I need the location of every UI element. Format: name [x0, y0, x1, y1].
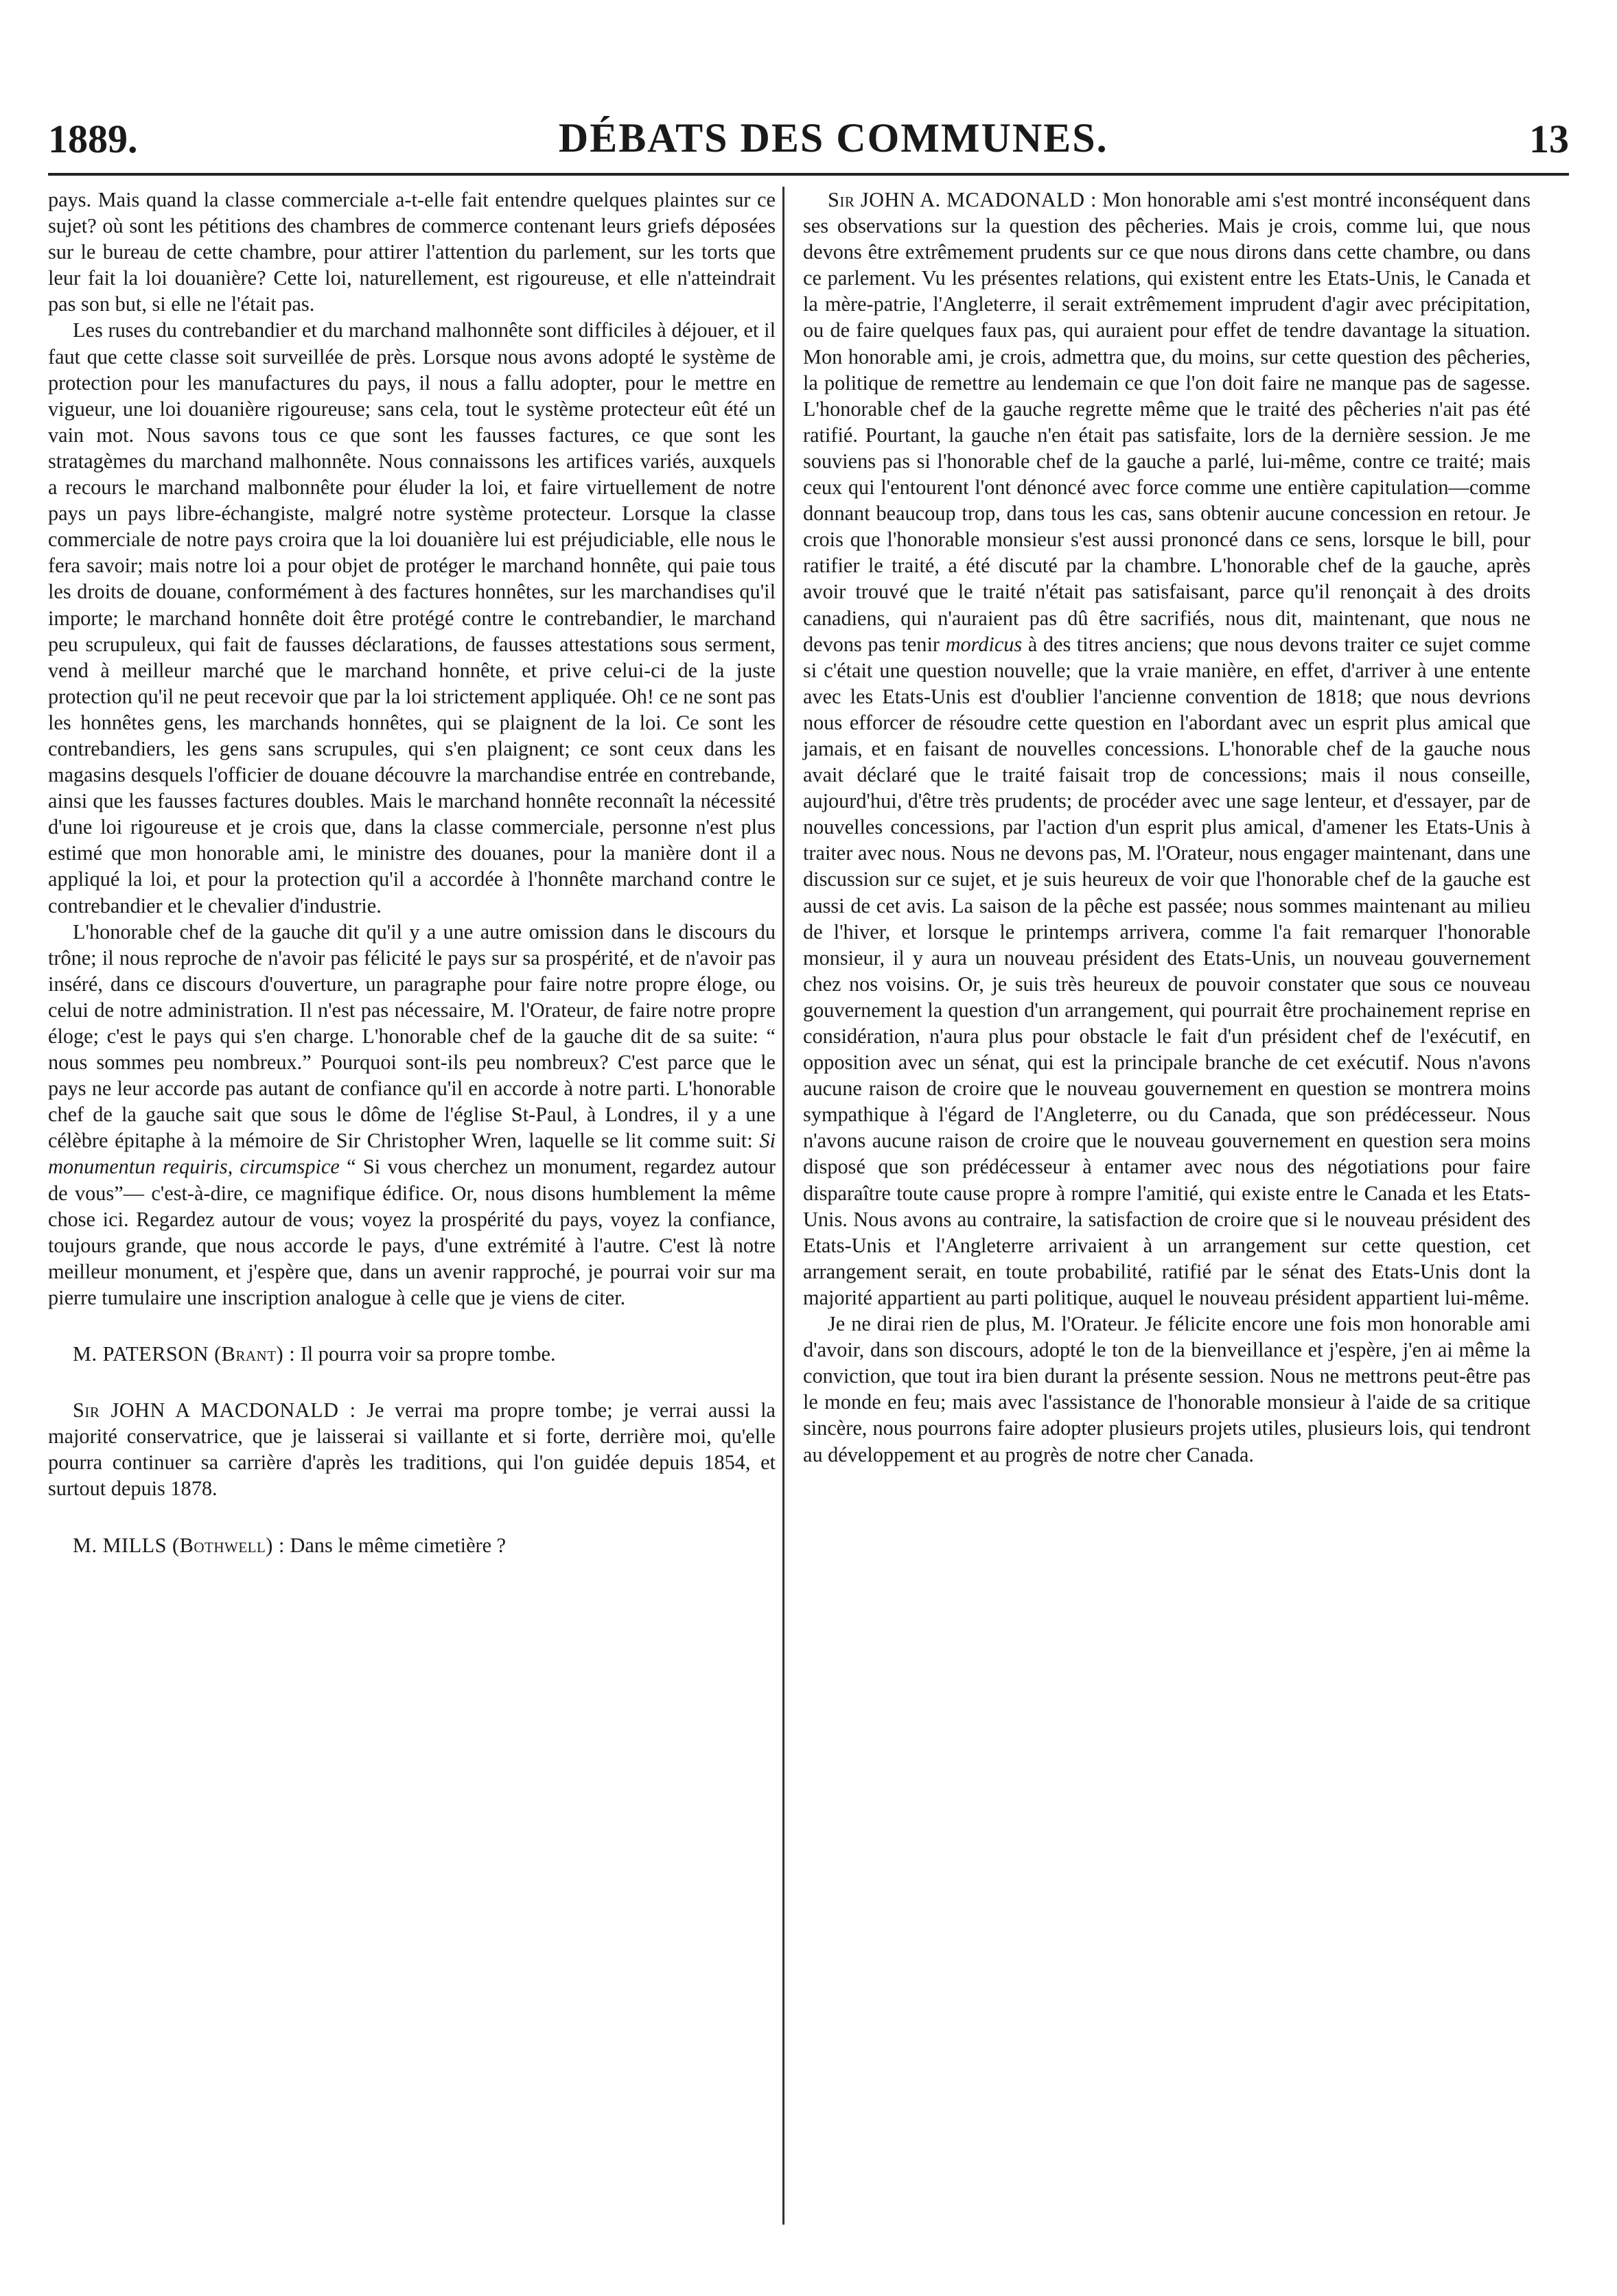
speech-paterson [48, 1341, 776, 1367]
column-divider [782, 187, 784, 2225]
speaker-name: M. MILLS (Bothwell) : [73, 1533, 285, 1557]
paragraph-text: L'honorable chef de la gauche dit qu'il y a une autre omission dans le discours du trône; il nous reproche de n'avoir pas félicité le pays sur sa prospérité, et de n'avoir pas inséré, dans ce discours d'ouverture, un paragraphe pour faire notre propre éloge, ou celui de notre administration. Il n'est pas nécessaire, M. l'Orateur, de faire notre propre éloge; c'est le pays qui s'en charge. L'honorable chef de la gauche dit de sa suite: “ nous sommes peu nombreux.” Pourquoi sont-ils peu nombreux? C'est parce que le pays ne leur accorde pas autant de confiance qu'il en accorde à notre parti. L'honorable chef de la gauche sait que sous le dôme de l'église St-Paul, à Londres, il y a une célèbre épitaphe à la mémoire de Sir Christopher Wren, laquelle se lit comme suit: [48, 919, 776, 1153]
speech-text: Mon honorable ami s'est montré inconséquent dans ses observations sur la question des pêcheries. Mais je crois, comme lui, que nous devons être extrêmement prudents sur ce que nous dirons dans cette chambre, ou dans ce parlement. Vu les présentes relations, qui existent entre les Etats-Unis, le Canada et la mère-patrie, l'Angleterre, il serait extrêmement imprudent d'agir avec précipitation, ou de faire quelques faux pas, qui auraient pour effet de tendre davantage la situation. Mon honorable ami, je crois, admettra que, du moins, sur cette question des pêcheries, la politique de remettre au lendemain ce que l'on doit faire ne manque pas de sagesse. L'honorable chef de la gauche regrette même que le traité des pêcheries n'ait pas été ratifié. Pourtant, la gauche n'en était pas satisfaite, lors de la dernière session. Je me souviens pas si l'honorable chef de la gauche a parlé, lui-même, contre ce traité; mais ceux qui l'entourent l'ont dénoncé avec force comme une entière capitulation—comme donnant beaucoup trop, dans tous les cas, sans obtenir aucune concession en retour. Je crois que l'honorable monsieur s'est aussi prononcé dans ce sens, lorsque le bill, pour ratifier le traité, a été discuté par la chambre. L'honorable chef de la gauche, après avoir trouvé que le traité n'était pas satisfaisant, parce qu'il renonçait à des droits canadiens, qui n'auraient pas dû être sacrifiés, nous dit, maintenant, que nous ne devons pas tenir [803, 188, 1531, 656]
speech-text: Il pourra voir sa propre tombe. [300, 1342, 556, 1366]
speaker-name: Sir JOHN A. MCADONALD : [828, 188, 1097, 211]
speaker-name: Sir JOHN A MACDONALD : [73, 1398, 356, 1422]
speech-mills [48, 1532, 776, 1558]
header-rule [48, 173, 1569, 176]
speaker-name: M. PATERSON (Brant) : [73, 1342, 296, 1366]
speech-macdonald [803, 187, 1531, 1311]
paragraph: Je ne dirai rien de plus, M. l'Orateur. Je félicite encore une fois mon honorable ami d'avoir, dans son discours, adopté le ton de la bienveillance et j'espère, j'en ai même la conviction, que tout ira bien durant la présente session. Nous ne mettrons peut-être pas le monde en feu; mais avec l'assistance de l'honorable monsieur à l'aide de sa critique sincère, nous pourrons faire adopter plusieurs projets utiles, plusieurs lois, qui tendront au développement et au progrès de notre cher Canada. [803, 1312, 1531, 1466]
header-title: DÉBATS DES COMMUNES. [558, 115, 1108, 161]
latin-quote: Si monumentun requiris, circumspice [48, 1129, 776, 1179]
right-column [803, 187, 1531, 1468]
paragraph: pays. Mais quand la classe commerciale a-t-elle fait entendre quelques plaintes sur ce sujet? où sont les pétitions des chambres de commerce contenant leurs griefs déposées sur le bureau de cette chambre, pour attirer l'attention du parlement, sur les torts que leur fait la loi douanière? Cette loi, naturellement, est rigoureuse, et elle n'atteindrait pas son but, si elle ne l'était pas. [48, 188, 776, 316]
speech-macdonald-reply [48, 1397, 776, 1501]
paragraph [48, 919, 776, 1311]
left-column [48, 187, 776, 1558]
speech-text: Je verrai ma propre tombe; je verrai aussi la majorité conservatrice, que je laisserai si vaillante et si forte, derrière moi, qu'elle pourra continuer sa carrière d'après les traditions, qui l'on guidée depuis 1854, et surtout depuis 1878. [48, 1398, 776, 1501]
speech-text: à des titres anciens; que nous devons traiter ce sujet comme si c'était une question nouvelle; que la vraie manière, en effet, d'arriver à une entente avec les Etats-Unis est d'oublier l'ancienne convention de 1818; que nous devrions nous efforcer de résoudre cette question en l'abordant avec un esprit plus amical que jamais, et en faisant de nouvelles concessions. L'honorable chef de la gauche nous avait déclaré que le traité faisait trop de concessions; mais il nous conseille, aujourd'hui, d'être très prudents; de procéder avec une sage lenteur, et d'essayer, par de nouvelles concessions, par l'action d'un esprit plus amical, d'amener les Etats-Unis à traiter avec nous. Nous ne devons pas, M. l'Orateur, nous engager maintenant, dans une discussion sur ce sujet, et je suis heureux de voir que l'honorable chef de la gauche est aussi de cet avis. La saison de la pêche est passée; nous sommes maintenant au milieu de l'hiver, et lorsque le printemps arrivera, comme l'a fait remarquer l'honorable monsieur, il y aura un nouveau président des Etats-Unis, un nouveau gouvernement chez nos voisins. Or, je suis très heureux de pouvoir constater que sous ce nouveau gouvernement la question d'un arrangement, qui pourrait être prochainement reprise en considération, n'aura plus pour obstacle le fait d'un président chef de l'exécutif, en opposition avec un sénat, qui est la principale branche de cet exécutif. Nous n'avons aucune raison de croire que le nouveau gouvernement en question se montrera moins sympathique à l'égard de l'Angleterre, ou du Canada, que son prédécesseur. Nous n'avons aucune raison de croire que le nouveau gouvernement en question sera moins disposé que son prédécesseur à entamer avec nous des négotiations pour faire disparaître toute cause propre à rompre l'amitié, qui existe entre le Canada et les Etats-Unis. Nous avons au contraire, la satisfaction de croire que si le nouveau président des Etats-Unis et l'Angleterre arrivaient à un arrangement sur cette question, cet arrangement serait, en toute probabilité, ratifié par le sénat des Etats-Unis dont la majorité appartient au parti politique, auquel le nouveau président appartient lui-même. [803, 632, 1531, 1309]
paragraph-text: “ Si vous cherchez un monument, regardez autour de vous”— c'est-à-dire, ce magnifique édifice. Or, nous disons humblement la même chose ici. Regardez autour de vous; voyez la prospérité du pays, voyez la confiance, toujours grande, que nous accorde le pays, d'une extrémité à l'autre. C'est là notre meilleur monument, et j'espère que, dans un avenir rapproché, je pourrai voir sur ma pierre tumulaire une inscription analogue à celle que je viens de citer. [48, 1155, 776, 1309]
paragraph: Les ruses du contrebandier et du marchand malhonnête sont difficiles à déjouer, et il faut que cette classe soit surveillée de près. Lorsque nous avons adopté le système de protection pour les manufactures du pays, il nous a fallu adopter, pour le mettre en vigueur, une loi douanière rigoureuse; sans cela, tout le système protecteur eût été un vain mot. Nous savons tous ce que sont les fausses factures, ce que sont les stratagèmes du marchand malhonnête. Nous connaissons les artifices variés, auxquels a recours le marchand malbonnête pour éluder la loi, et faire virtuellement de notre pays un pays libre-échangiste, malgré notre système protecteur. Lorsque la classe commerciale de notre pays croira que la loi douanière lui est préjudiciable, elle nous le fera savoir; mais notre loi a pour objet de protéger le marchand honnête, qui paie tous les droits de douane, conformément à des factures honnêtes, sur les marchandises qu'il importe; le marchand honnête doit être protégé contre le contrebandier, le marchand peu scrupuleux, qui fait de fausses déclarations, de fausses attestations sous serment, vend à meilleur marché que le marchand honnête, et prive celui-ci de la juste protection qu'il ne peut recevoir que par la loi strictement appliquée. Oh! ce ne sont pas les honnêtes gens, les marchands honnêtes, qui se plaignent de la loi. Ce sont les contrebandiers, les gens sans scrupules, qui s'en plaignent; ce sont ceux dans les magasins desquels l'officier de douane découvre la marchandise entrée en contrebande, ainsi que les fausses factures doubles. Mais le marchand honnête reconnaît la nécessité d'une loi rigoureuse et je crois que, dans la classe commerciale, personne n'est plus estimé que mon honorable ami, le ministre des douanes, pour la manière dont il a appliqué la loi, et pour la protection qu'il a accordée à l'honnête marchand contre le contrebandier et le chevalier d'industrie. [48, 318, 776, 917]
page-header [48, 93, 1569, 162]
speech-text: Dans le même cimetière ? [290, 1533, 507, 1557]
italic-term: mordicus [945, 632, 1023, 656]
header-year: 1889. [48, 117, 138, 161]
header-page-number: 13 [1528, 117, 1569, 161]
